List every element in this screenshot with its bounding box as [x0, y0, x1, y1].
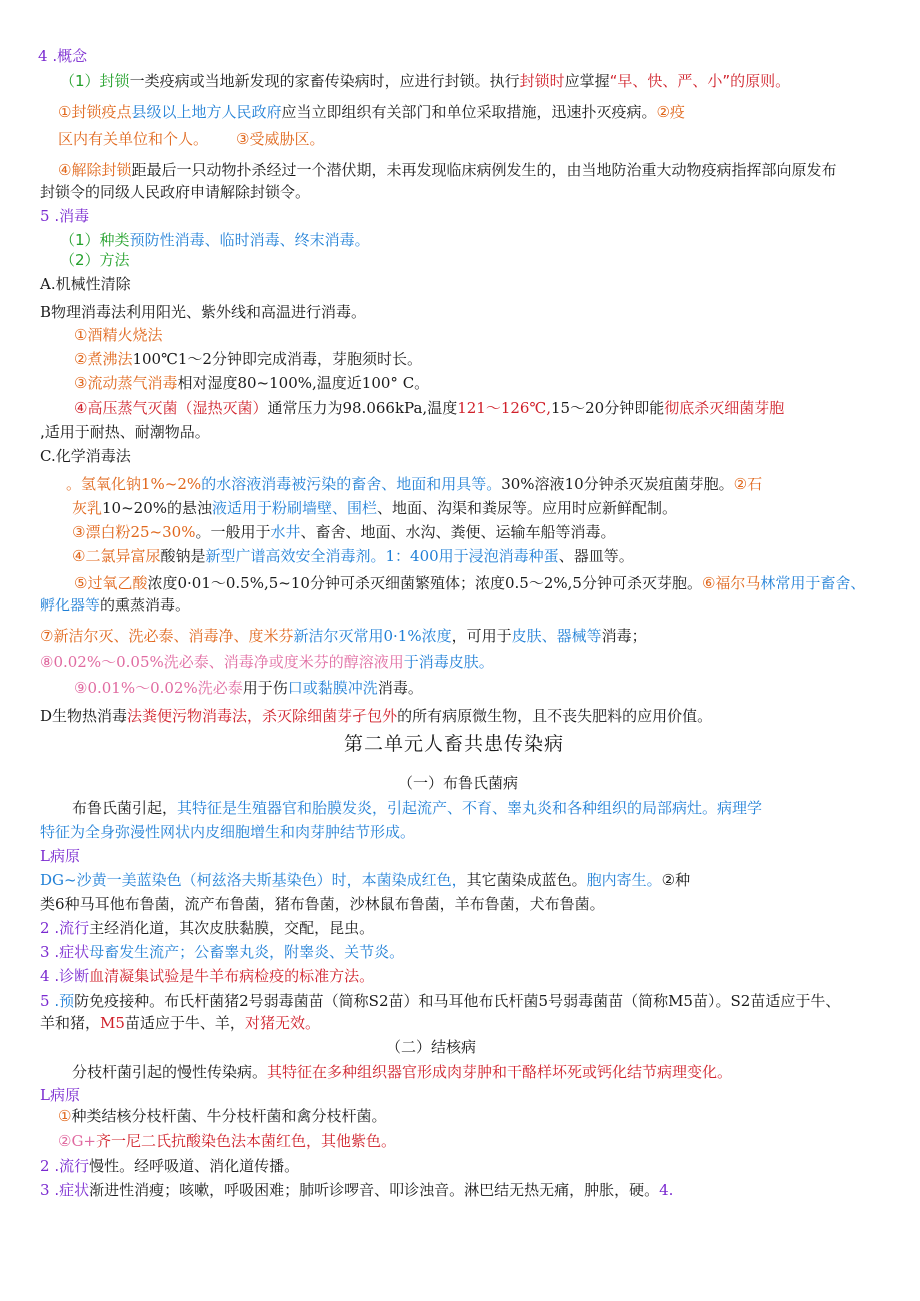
paragraph-brucellosis-cont: 特征为全身弥漫性网状内皮细胞增生和肉芽肿结节形成。 — [40, 823, 416, 841]
item-diagnosis-1: 4 .诊断血清凝集试验是牛羊布病检疫的标准方法。 — [40, 967, 375, 985]
paragraph-tuberculosis: 分枝杆菌引起的慢性传染病。其特征在多种组织器官形成肉芽肿和干酪样坏死或钙化结节病理变化。 — [72, 1063, 733, 1081]
heading-disinfection: 5 .消毒 — [40, 207, 90, 225]
heading-mechanical: A.机械性清除 — [40, 275, 131, 293]
paragraph-brucellosis: 布鲁氏菌引起，其特征是生殖器官和胎膜发炎，引起流产、不育、睾丸炎和各种组织的局部病灶。病理学 — [72, 799, 763, 817]
heading-pathogen-2: L病原 — [40, 1086, 80, 1104]
item-staining: DG~沙黄一美蓝染色（柯兹洛夫斯基染色）时，本菌染成红色，其它菌染成蓝色。胞内寄生。②种 — [40, 871, 691, 889]
item-alcohol-solution: ⑧0.02%～0.05%洗必泰、消毒净或度米芬的醇溶液用于消毒皮肤。 — [40, 653, 494, 671]
heading-physical: B物理消毒法利用阳光、紫外线和高温进行消毒。 — [40, 303, 367, 321]
paragraph-lockdown: （1）封锁一类疫病或当地新发现的家畜传染病时，应进行封锁。执行封锁时应掌握“早、快、严、小”的原则。 — [60, 72, 791, 90]
item-sodium-hydroxide: 。氢氧化钠1%~2%的水溶液消毒被污染的畜舍、地面和用具等。30%溶液10分钟杀灭炭疽菌芽胞。②石 — [66, 475, 763, 493]
item-peracetic-acid: ⑤过氧乙酸浓度0·01～0.5%,5~10分钟可杀灭细菌繁殖体；浓度0.5～2%,5分钟可杀灭芽胞。⑥福尔马林常用于畜舍、 — [74, 574, 866, 592]
item-wound-rinse: ⑨0.01%～0.02%洗必泰用于伤口或黏膜冲洗消毒。 — [74, 679, 423, 697]
item-epidemiology-2: 2 .流行慢性。经呼吸道、消化道传播。 — [40, 1157, 300, 1175]
item-disinfection-types: （1）种类预防性消毒、临时消毒、终末消毒。 — [60, 231, 370, 249]
item-epidemiology-1: 2 .流行主经消化道，其次皮肤黏膜，交配，昆虫。 — [40, 919, 375, 937]
paragraph-lift-lockdown-cont: 封锁令的同级人民政府申请解除封锁令。 — [40, 183, 311, 201]
paragraph-lift-lockdown: ④解除封锁距最后一只动物扑杀经过一个潜伏期，未再发现临床病例发生的，由当地防治重大动物疫病指挥部向原发布 — [58, 161, 837, 179]
item-autoclave-cont: ,适用于耐热、耐潮物品。 — [40, 423, 210, 441]
item-prevention-1: 5 .预防免疫接种。布氏杆菌猪2号弱毒菌苗（简称S2苗）和马耳他布氏杆菌5号弱毒菌苗（简称M5苗）。S2苗适应于牛、 — [40, 992, 841, 1010]
unit-title: 第二单元人畜共患传染病 — [344, 733, 565, 755]
item-species: 类6种马耳他布鲁菌，流产布鲁菌，猪布鲁菌，沙林鼠布鲁菌，羊布鲁菌，犬布鲁菌。 — [40, 895, 605, 913]
item-tb-staining: ②G+齐一尼二氏抗酸染色法本菌红色，其他紫色。 — [58, 1132, 397, 1150]
item-methods: （2）方法 — [60, 251, 130, 269]
item-symptoms-1: 3 .症状母畜发生流产；公畜睾丸炎，附睾炎、关节炎。 — [40, 943, 405, 961]
heading-biological: D生物热消毒法粪便污物消毒法，杀灭除细菌芽孑包外的所有病原微生物，且不丧失肥料的应用价值。 — [40, 707, 713, 725]
heading-concept: 4 .概念 — [38, 47, 88, 65]
paragraph-lockdown-area: 区内有关单位和个人。 ③受威胁区。 — [58, 130, 325, 148]
heading-chemical: C.化学消毒法 — [40, 447, 131, 465]
item-autoclave: ④高压蒸气灭菌（湿热灭菌）通常压力为98.066kPa,温度121～126℃,15～20分钟即能彻底杀灭细菌芽胞 — [74, 399, 785, 417]
item-symptoms-2: 3 .症状渐进性消瘦；咳嗽，呼吸困难；肺听诊啰音、叩诊浊音。淋巴结无热无痛，肿胀，硬。4. — [40, 1181, 674, 1199]
item-lime-milk: 灰乳10~20%的悬浊液适用于粉刷墙壁、围栏、地面、沟渠和粪尿等。应用时应新鲜配制。 — [72, 499, 678, 517]
item-alcohol-burn: ①酒精火烧法 — [74, 326, 163, 344]
item-dichloro: ④二氯异富尿酸钠是新型广谱高效安全消毒剂。1：400用于浸泡消毒种蛋、器皿等。 — [72, 547, 634, 565]
item-bleach: ③漂白粉25~30%。一般用于水井、畜舍、地面、水沟、粪便、运输车船等消毒。 — [72, 523, 616, 541]
item-prevention-1-cont: 羊和猪，M5苗适应于牛、羊，对猪无效。 — [40, 1014, 320, 1032]
paragraph-lockdown-point: ①封锁疫点县级以上地方人民政府应当立即组织有关部门和单位采取措施，迅速扑灭疫病。②疫 — [58, 103, 685, 121]
item-steam-flow: ③流动蒸气消毒相对湿度80~100%,温度近100° C。 — [74, 374, 430, 392]
item-boiling: ②煮沸法100℃1～2分钟即完成消毒，芽胞须时长。 — [74, 350, 422, 368]
section-tuberculosis: （二）结核病 — [386, 1038, 477, 1056]
item-quats: ⑦新洁尔灭、洗必泰、消毒净、度米芬新洁尔灭常用0·1%浓度，可用于皮肤、器械等消毒； — [40, 627, 647, 645]
item-tb-species: ①种类结核分枝杆菌、牛分枝杆菌和禽分枝杆菌。 — [58, 1107, 387, 1125]
section-brucellosis: （一）布鲁氏菌病 — [398, 774, 519, 792]
heading-pathogen-1: L病原 — [40, 847, 80, 865]
item-peracetic-cont: 孵化器等的熏蒸消毒。 — [40, 596, 191, 614]
